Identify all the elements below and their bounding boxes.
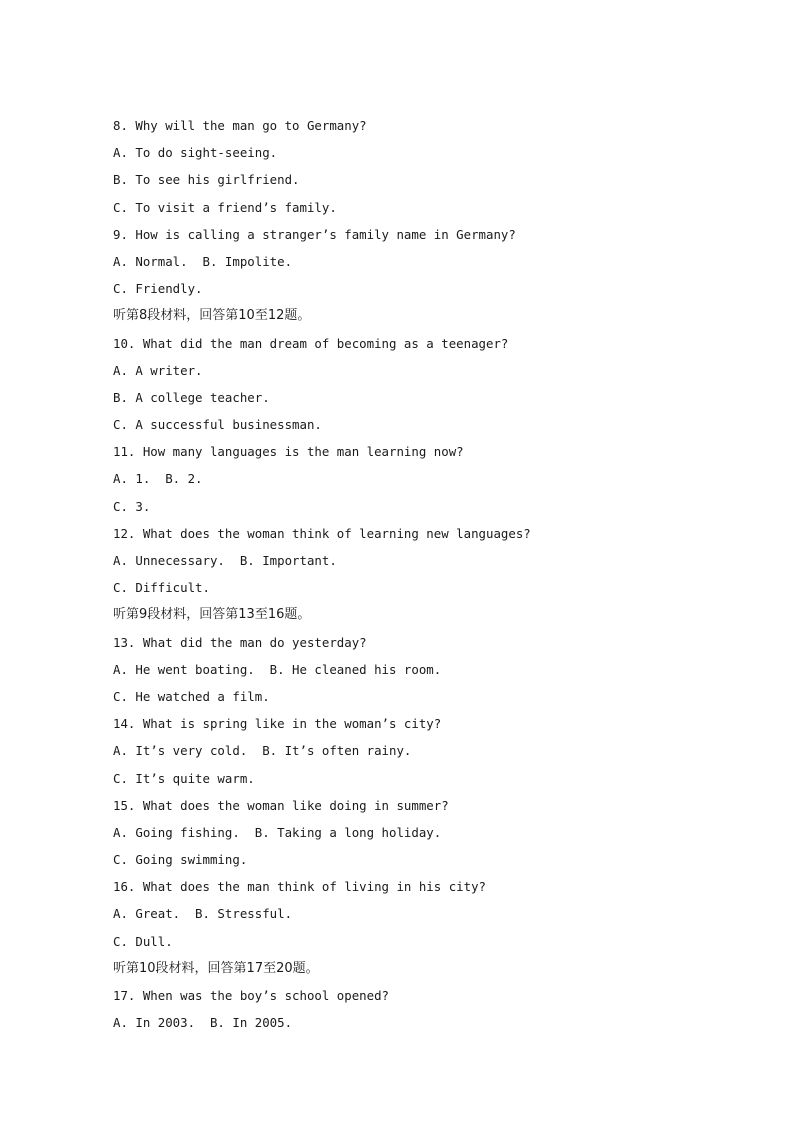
question-15-options-ab: A. Going fishing. B. Taking a long holiday. [113, 824, 442, 840]
section-header-10: 听第10段材料，回答第17至20题。 [113, 960, 319, 976]
question-13-option-c: C. He watched a film. [113, 688, 270, 704]
question-11-option-c: C. 3. [113, 498, 151, 514]
question-8-option-c: C. To visit a friend’s family. [113, 199, 337, 215]
question-10-option-a: A. A writer. [113, 362, 203, 378]
question-12-option-c: C. Difficult. [113, 580, 210, 596]
question-12-options-ab: A. Unnecessary. B. Important. [113, 553, 337, 568]
question-9: 9. How is calling a stranger’s family name in Germany? [113, 226, 516, 242]
question-9-option-c: C. Friendly. [113, 281, 203, 297]
question-16: 16. What does the man think of living in his city? [113, 879, 486, 895]
question-8-option-a: A. To do sight-seeing. [113, 145, 278, 161]
question-list [113, 112, 713, 1036]
question-14: 14. What is spring like in the woman’s city? [113, 716, 442, 732]
question-10-option-b: B. A college teacher. [113, 389, 270, 405]
question-17: 17. When was the boy’s school opened? [113, 988, 390, 1003]
question-11-options-ab: A. 1. B. 2. [113, 471, 203, 487]
question-17-options-ab: A. In 2003. B. In 2005. [113, 1015, 293, 1031]
section-header-8: 听第8段材料，回答第10至12题。 [113, 308, 311, 324]
question-16-option-c: C. Dull. [113, 933, 173, 949]
question-15-option-c: C. Going swimming. [113, 852, 248, 868]
question-11: 11. How many languages is the man learning now? [113, 444, 464, 460]
section-header-9: 听第9段材料，回答第13至16题。 [113, 607, 311, 623]
question-16-options-ab: A. Great. B. Stressful. [113, 906, 293, 922]
question-12: 12. What does the woman think of learning new languages? [113, 525, 531, 541]
question-14-options-ab: A. It’s very cold. B. It’s often rainy. [113, 743, 412, 759]
question-14-option-c: C. It’s quite warm. [113, 770, 255, 786]
question-10-option-c: C. A successful businessman. [113, 417, 322, 433]
question-8-option-b: B. To see his girlfriend. [113, 172, 300, 188]
question-13-options-ab: A. He went boating. B. He cleaned his room. [113, 661, 442, 677]
question-10: 10. What did the man dream of becoming as a teenager? [113, 335, 509, 351]
question-13: 13. What did the man do yesterday? [113, 634, 367, 650]
question-15: 15. What does the woman like doing in summer? [113, 797, 449, 813]
question-9-options-ab: A. Normal. B. Impolite. [113, 253, 293, 269]
question-8: 8. Why will the man go to Germany? [113, 118, 367, 133]
